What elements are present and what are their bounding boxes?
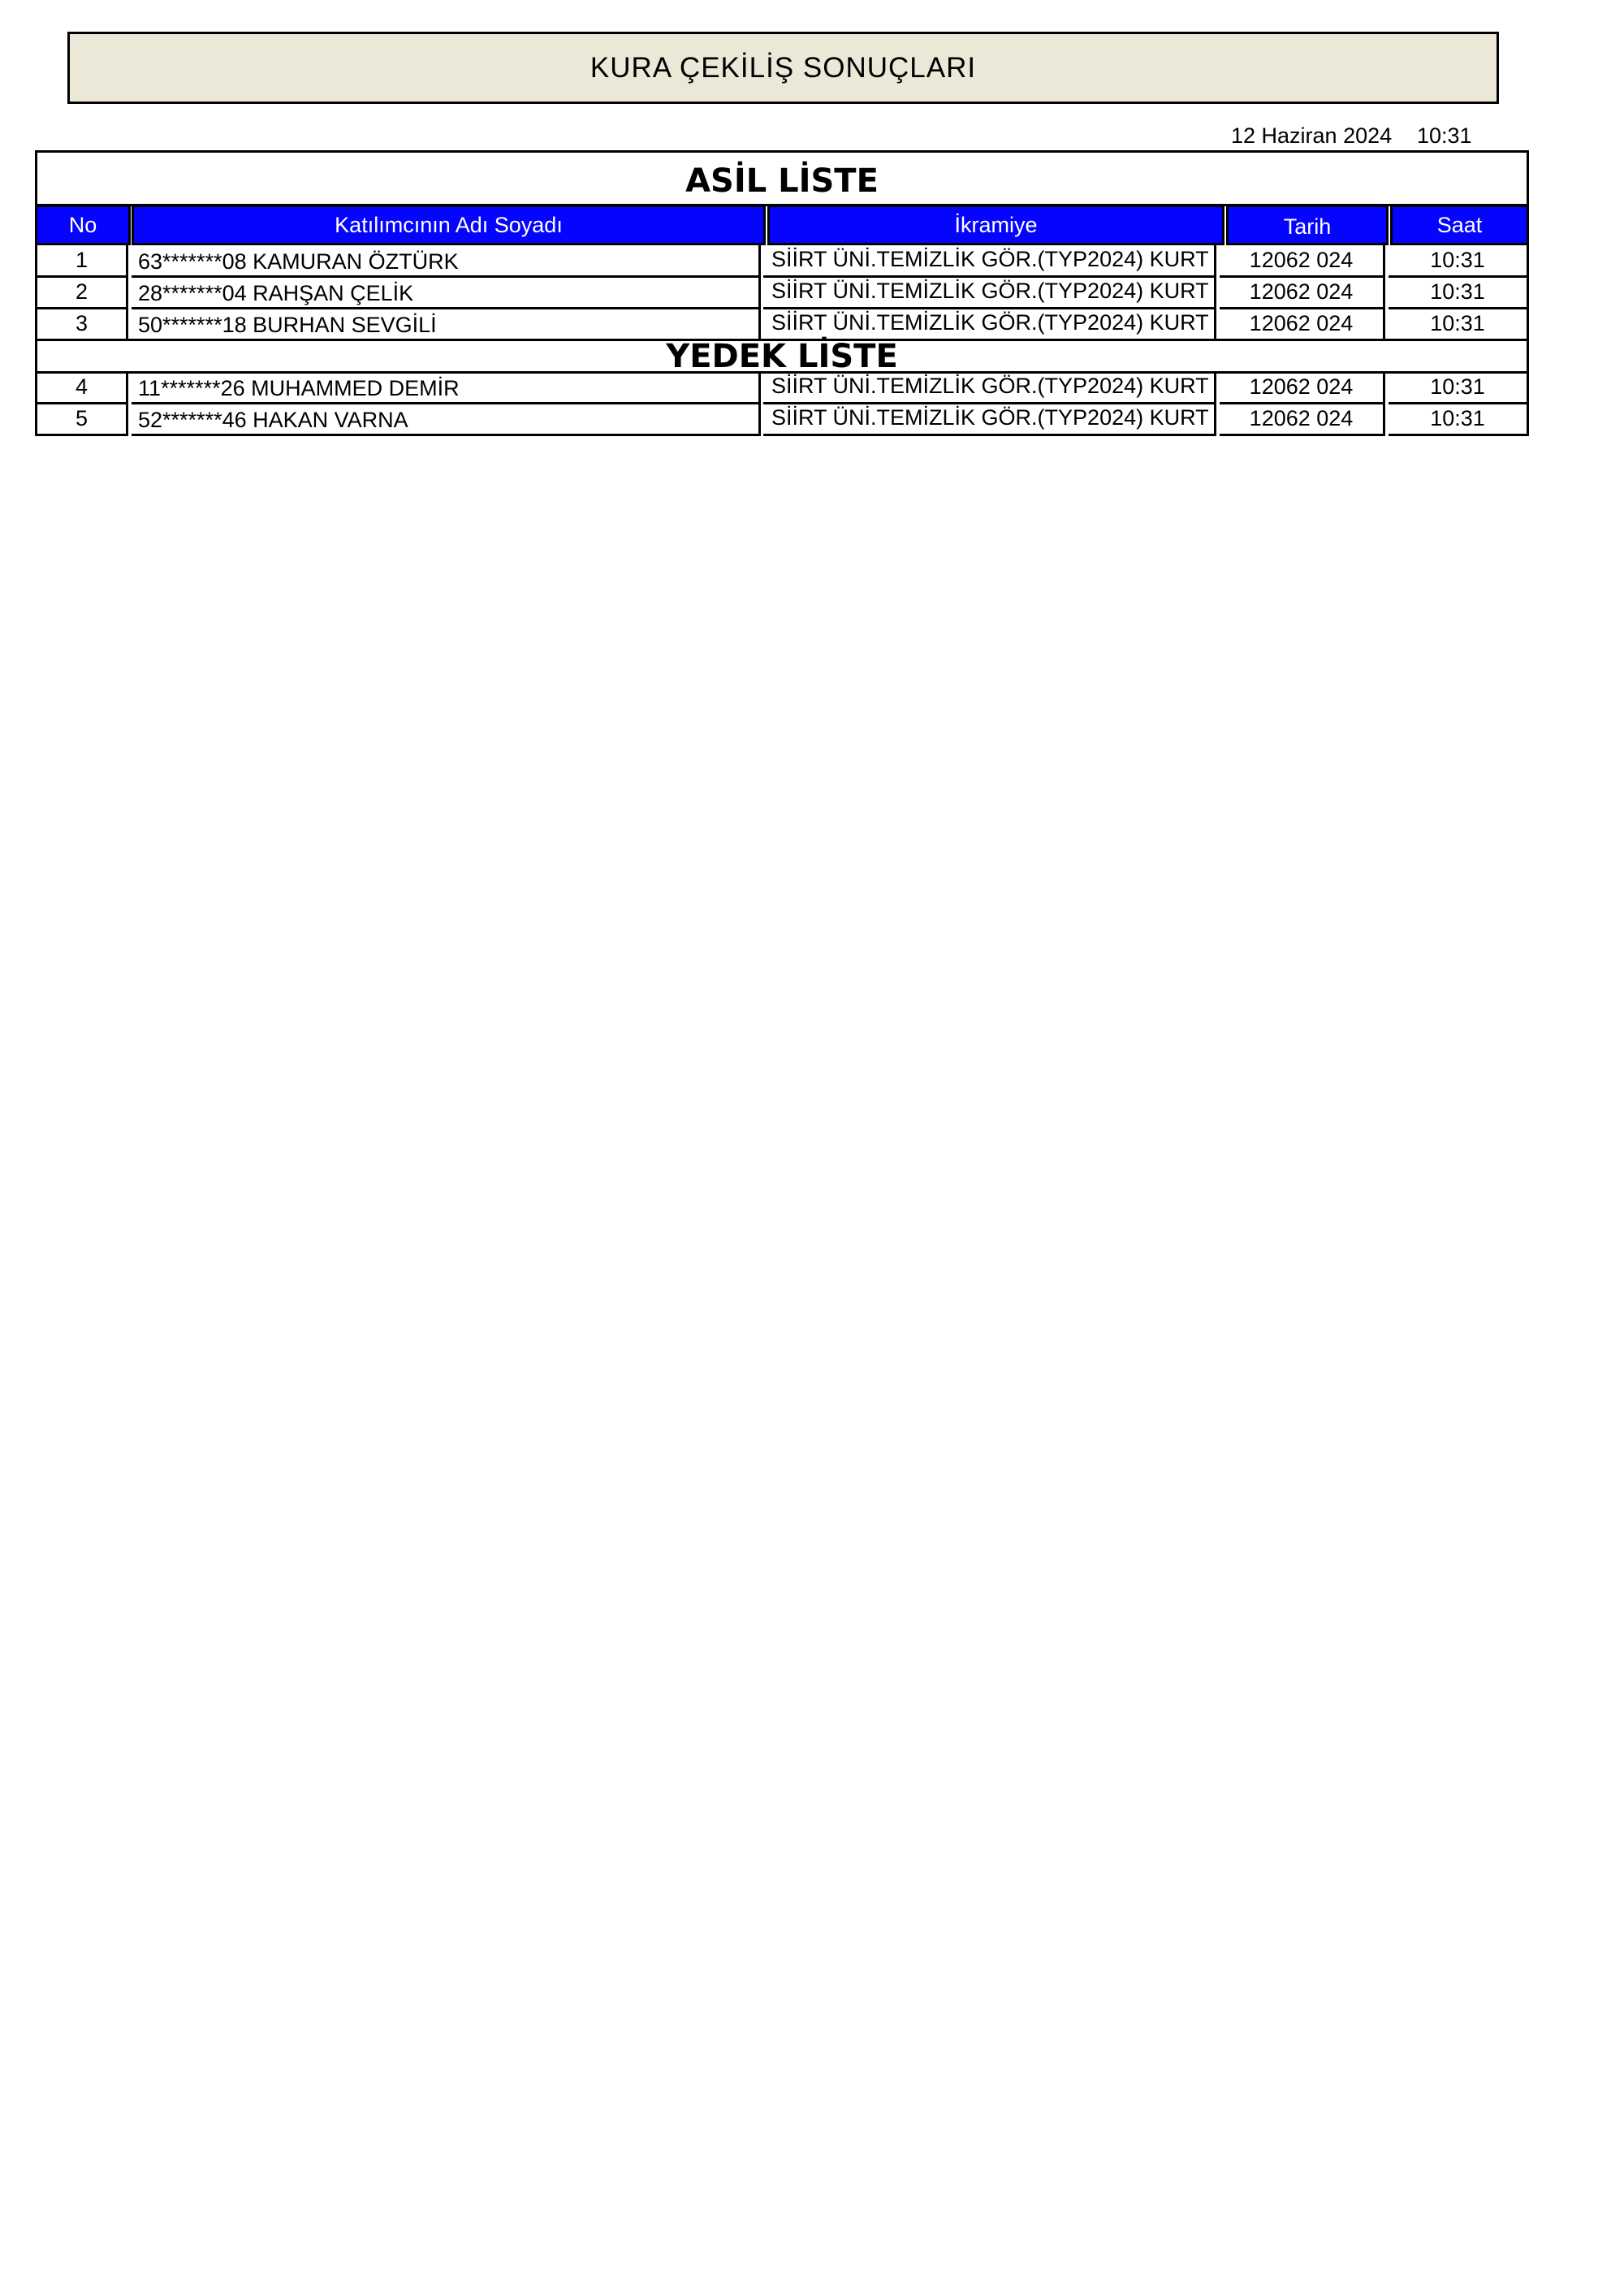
cell-no: 5: [35, 404, 128, 436]
table-row: [0, 277, 1624, 309]
cell-date: 12062 024: [1220, 309, 1385, 341]
table-row: [0, 309, 1624, 341]
cell-prize: SİİRT ÜNİ.TEMİZLİK GÖR.(TYP2024) KURT: [763, 372, 1216, 404]
cell-time: 10:31: [1389, 372, 1529, 404]
cell-name: 50*******18 BURHAN SEVGİLİ: [132, 309, 761, 341]
cell-date: 12062 024: [1220, 277, 1385, 309]
table-row: [0, 404, 1624, 436]
cell-name: 11*******26 MUHAMMED DEMİR: [132, 372, 761, 404]
cell-time: 10:31: [1389, 309, 1529, 341]
column-header-name: Katılımcının Adı Soyadı: [132, 205, 766, 245]
column-header-prize: İkramiye: [767, 205, 1224, 245]
cell-prize: SİİRT ÜNİ.TEMİZLİK GÖR.(TYP2024) KURT: [763, 245, 1216, 278]
cell-time: 10:31: [1389, 404, 1529, 436]
cell-name: 28*******04 RAHŞAN ÇELİK: [132, 277, 761, 309]
yedek-liste-heading: YEDEK LİSTE: [35, 339, 1529, 374]
column-header-time: Saat: [1390, 205, 1529, 245]
cell-date: 12062 024: [1220, 372, 1385, 404]
cell-no: 2: [35, 277, 128, 309]
cell-name: 52*******46 HAKAN VARNA: [132, 404, 761, 436]
cell-date: 12062 024: [1220, 404, 1385, 436]
document-date: 12 Haziran 2024: [1231, 123, 1393, 148]
document-time: 10:31: [1417, 123, 1472, 148]
table-row: [0, 245, 1624, 278]
cell-name: 63*******08 KAMURAN ÖZTÜRK: [132, 245, 761, 278]
cell-time: 10:31: [1389, 245, 1529, 278]
document-title: KURA ÇEKİLİŞ SONUÇLARI: [67, 32, 1499, 104]
cell-prize: SİİRT ÜNİ.TEMİZLİK GÖR.(TYP2024) KURT: [763, 309, 1216, 341]
cell-no: 3: [35, 309, 128, 341]
cell-date: 12062 024: [1220, 245, 1385, 278]
cell-no: 4: [35, 372, 128, 404]
cell-no: 1: [35, 245, 128, 278]
cell-time: 10:31: [1389, 277, 1529, 309]
column-header-date: Tarih: [1226, 205, 1389, 245]
cell-prize: SİİRT ÜNİ.TEMİZLİK GÖR.(TYP2024) KURT: [763, 404, 1216, 436]
asil-liste-heading: ASİL LİSTE: [35, 150, 1529, 206]
cell-prize: SİİRT ÜNİ.TEMİZLİK GÖR.(TYP2024) KURT: [763, 277, 1216, 309]
column-header-no: No: [35, 205, 131, 245]
table-row: [0, 372, 1624, 404]
